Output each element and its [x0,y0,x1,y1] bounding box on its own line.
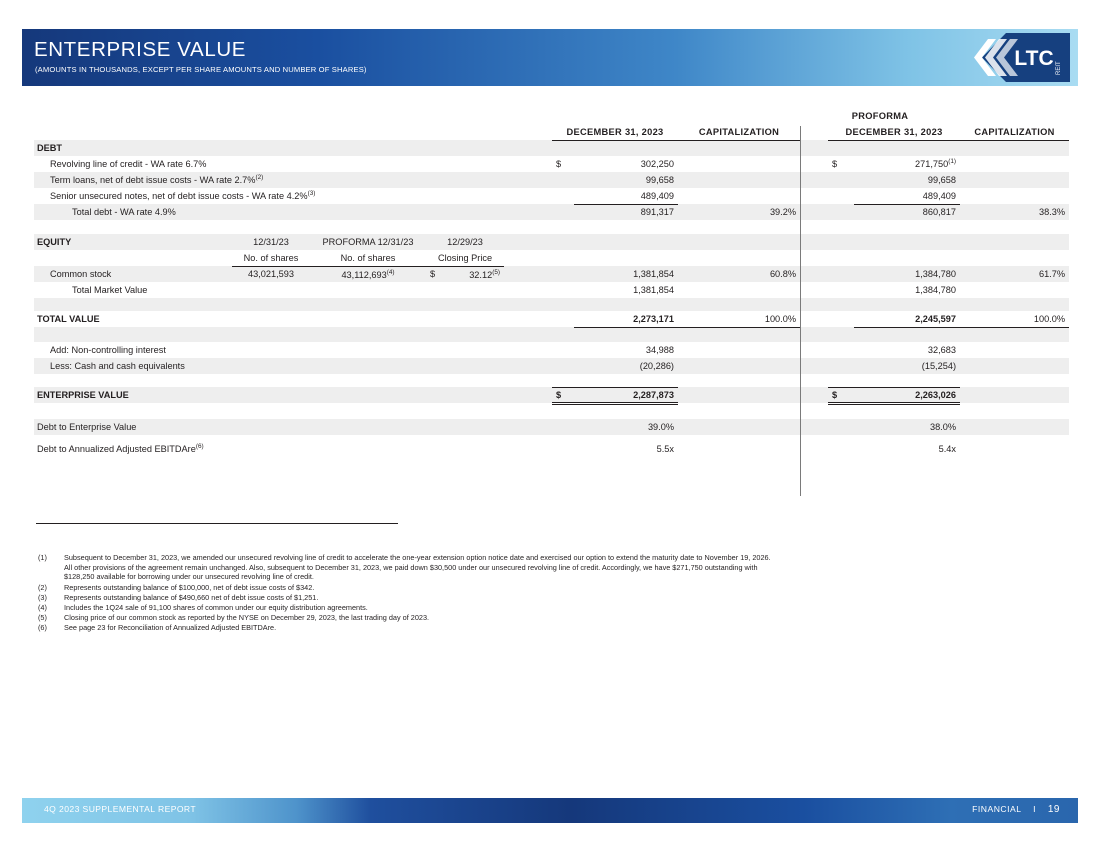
equity-row-0-price-dollar: $ [426,266,452,282]
equity-row-1-value-1: 1,381,854 [633,285,674,295]
ratio-0-value-2: 38.0% [854,419,960,435]
enterprise-value-dollar-1: $ [552,387,574,403]
section-debt-title-row [34,140,1069,156]
footnote-2-text: Represents outstanding balance of $100,000, net of debt issue costs of $342. [64,582,315,592]
ratio-1-value-1: 5.5x [656,444,674,454]
column-group-divider [800,126,801,496]
total-value-row [34,311,1069,327]
footnote-6-text: See page 23 for Reconciliation of Annualized Adjusted EBITDAre. [64,623,277,633]
debt-row-2-value-2: 489,409 [854,188,960,204]
section-equity-title: EQUITY [34,234,232,250]
svg-text:REIT: REIT [1056,61,1062,75]
footnote-3-text: Represents outstanding balance of $490,660 net of debt issue costs of $1,251. [64,592,319,602]
debt-row-2-cap-2 [960,188,1069,204]
equity-header-date-b: PROFORMA 12/31/23 [310,234,426,250]
debt-row-1-cap-1 [678,172,800,188]
footnote-1-line-3: $128,250 available for borrowing under our unsecured revolving line of credit. [64,572,314,582]
footnote-5-text: Closing price of our common stock as reported by the NYSE on December 29, 2023, the last trading day of 2023. [64,613,430,623]
equity-row-0-label: Common stock [34,266,232,282]
page-footer [22,798,1078,823]
adjustment-1-label: Less: Cash and cash equivalents [34,358,232,374]
footnote-1-marker: (1) [38,553,47,562]
column-header-row [34,124,1069,140]
table-row [34,156,1069,172]
enterprise-value-label: ENTERPRISE VALUE [34,387,232,403]
table-row [34,358,1069,374]
adjustment-0-label: Add: Non-controlling interest [50,345,166,355]
footnote-6-marker: (6) [38,623,47,633]
equity-row-1-cap-1 [678,282,800,298]
debt-total-cap-2: 38.3% [960,204,1069,220]
debt-total-label: Total debt - WA rate 4.9% [34,204,232,220]
ratio-1-value-2: 5.4x [938,444,957,454]
section-debt-title: DEBT [34,140,232,156]
total-value-cap-1: 100.0% [678,311,800,327]
footer-page-info [972,804,1060,815]
header-capitalization-2: CAPITALIZATION [960,124,1069,140]
debt-row-2-label: Senior unsecured notes, net of debt issue costs - WA rate 4.2%$^{(3)}$ [50,190,316,202]
debt-total-value-2: 860,817 [854,204,960,220]
table-row [34,172,1069,188]
page-title: ENTERPRISE VALUE [34,38,246,61]
debt-row-1-dollar-2 [828,172,854,188]
equity-row-1-value-2: 1,384,780 [915,285,957,295]
total-value-cap-2: 100.0% [960,311,1069,327]
svg-text:LTC: LTC [1014,47,1054,70]
debt-row-0-value-2: 271,750$^{(1)}$ [914,158,957,170]
equity-subheader-b: No. of shares [310,250,426,266]
table-row [34,266,1069,282]
footnote-rule [36,523,398,524]
ratio-0-label: Debt to Enterprise Value [34,419,232,435]
spacer-row [34,403,1069,419]
debt-row-0-cap-2 [960,156,1069,172]
footnote-1-line-2: All other provisions of the agreement remain unchanged. Also, subsequent to December 31, 2023, we paid down $30,500 under our unsecured revolving line of credit. Accordingly, we have $271,750 outstanding with [64,562,758,572]
debt-row-0-value-1: 302,250 [640,159,674,169]
equity-row-1-cap-2 [960,282,1069,298]
adjustment-0-value-1: 34,988 [645,345,674,355]
page-subtitle: (AMOUNTS IN THOUSANDS, EXCEPT PER SHARE AMOUNTS AND NUMBER OF SHARES) [35,65,367,74]
footnote-5-marker: (5) [38,613,47,623]
footnotes [38,553,1058,634]
ratio-0-value-1: 39.0% [574,419,678,435]
equity-row-1-label: Total Market Value [72,285,148,295]
debt-row-1-label: Term loans, net of debt issue costs - WA rate 2.7%$^{(2)}$ [34,172,232,188]
spacer-row [34,327,1069,342]
equity-subheader-row [34,250,1069,266]
header-capitalization-1: CAPITALIZATION [678,124,800,140]
spacer-row [34,374,1069,387]
enterprise-value-dollar-2: $ [828,387,854,403]
adjustment-1-value-2: (15,254) [854,358,960,374]
debt-row-2-dollar-1 [552,188,574,204]
enterprise-value-table [34,108,1069,457]
footnote-4 [38,603,1058,613]
total-value-2: 2,245,597 [854,311,960,327]
equity-row-0-price: 32.12$^{(5)}$ [452,266,504,282]
footnote-4-marker: (4) [38,603,47,613]
spacer-row [34,298,1069,311]
footer-report-label: 4Q 2023 SUPPLEMENTAL REPORT [44,804,197,814]
table-row [34,188,1069,204]
debt-row-0-label: Revolving line of credit - WA rate 6.7% [50,159,207,170]
total-value-label: TOTAL VALUE [37,314,100,324]
table-row [34,441,1069,457]
debt-row-0-cap-1 [678,156,800,172]
footnote-4-text: Includes the 1Q24 sale of 91,100 shares of common under our equity distribution agreements. [64,603,368,613]
equity-subheader-c: Closing Price [426,250,504,266]
table-row [34,282,1069,298]
footnote-3-marker: (3) [38,592,47,602]
footnote-1-line-1: Subsequent to December 31, 2023, we amended our unsecured revolving line of credit to accelerate the one-year extension option notice date and exercised our option to extend the maturity date to November 19, 2026. [64,553,771,562]
page-header [22,29,1078,86]
debt-row-1-cap-2 [960,172,1069,188]
debt-row-1-value-1: 99,658 [574,172,678,188]
footnote-6 [38,623,1058,633]
debt-row-2-cap-1 [678,188,800,204]
proforma-group-label: PROFORMA [851,111,909,121]
enterprise-value-1: 2,287,873 [574,387,678,403]
debt-row-2-dollar-2 [828,188,854,204]
footnote-3 [38,593,1058,603]
total-value-1: 2,273,171 [574,311,678,327]
enterprise-value-row [34,387,1069,403]
enterprise-value-2: 2,263,026 [854,387,960,403]
debt-total-row [34,204,1069,220]
header-date-1: DECEMBER 31, 2023 [552,124,678,140]
debt-row-0-dollar-1: $ [556,159,562,169]
table-row [34,419,1069,435]
section-equity-title-row [34,234,1069,250]
table-row [34,342,1069,358]
equity-row-0-value-1: 1,381,854 [574,266,678,282]
equity-subheader-a: No. of shares [232,250,310,266]
debt-row-1-dollar-1 [552,172,574,188]
proforma-group-header-row [34,108,1069,124]
footer-page-number: 19 [1047,804,1060,815]
equity-row-0-cap-2: 61.7% [960,266,1069,282]
equity-header-date-a: 12/31/23 [232,234,310,250]
footer-section-label: FINANCIAL [972,804,1022,814]
debt-total-value-1: 891,317 [574,204,678,220]
footnote-5 [38,613,1058,623]
adjustment-1-value-1: (20,286) [574,358,678,374]
footnote-2 [38,583,1058,593]
footer-separator: I [1033,804,1036,814]
spacer-row [34,220,1069,234]
debt-total-cap-1: 39.2% [678,204,800,220]
footnote-2-marker: (2) [38,582,47,592]
debt-row-1-value-2: 99,658 [854,172,960,188]
adjustment-0-value-2: 32,683 [927,345,957,355]
debt-row-2-value-1: 489,409 [574,188,678,204]
equity-row-0-cap-1: 60.8% [678,266,800,282]
equity-row-0-value-2: 1,384,780 [854,266,960,282]
header-date-2: DECEMBER 31, 2023 [828,124,960,140]
equity-row-0-shares: 43,021,593 [232,266,310,282]
ltc-reit-logo [974,33,1070,82]
debt-row-0-dollar-2: $ [832,159,838,169]
ratio-1-label: Debt to Annualized Adjusted EBITDAre$^{(6)}$ [37,443,204,455]
equity-header-date-c: 12/29/23 [426,234,504,250]
footnote-1 [38,553,1058,582]
equity-row-0-proforma-shares: 43,112,693$^{(4)}$ [310,266,426,282]
